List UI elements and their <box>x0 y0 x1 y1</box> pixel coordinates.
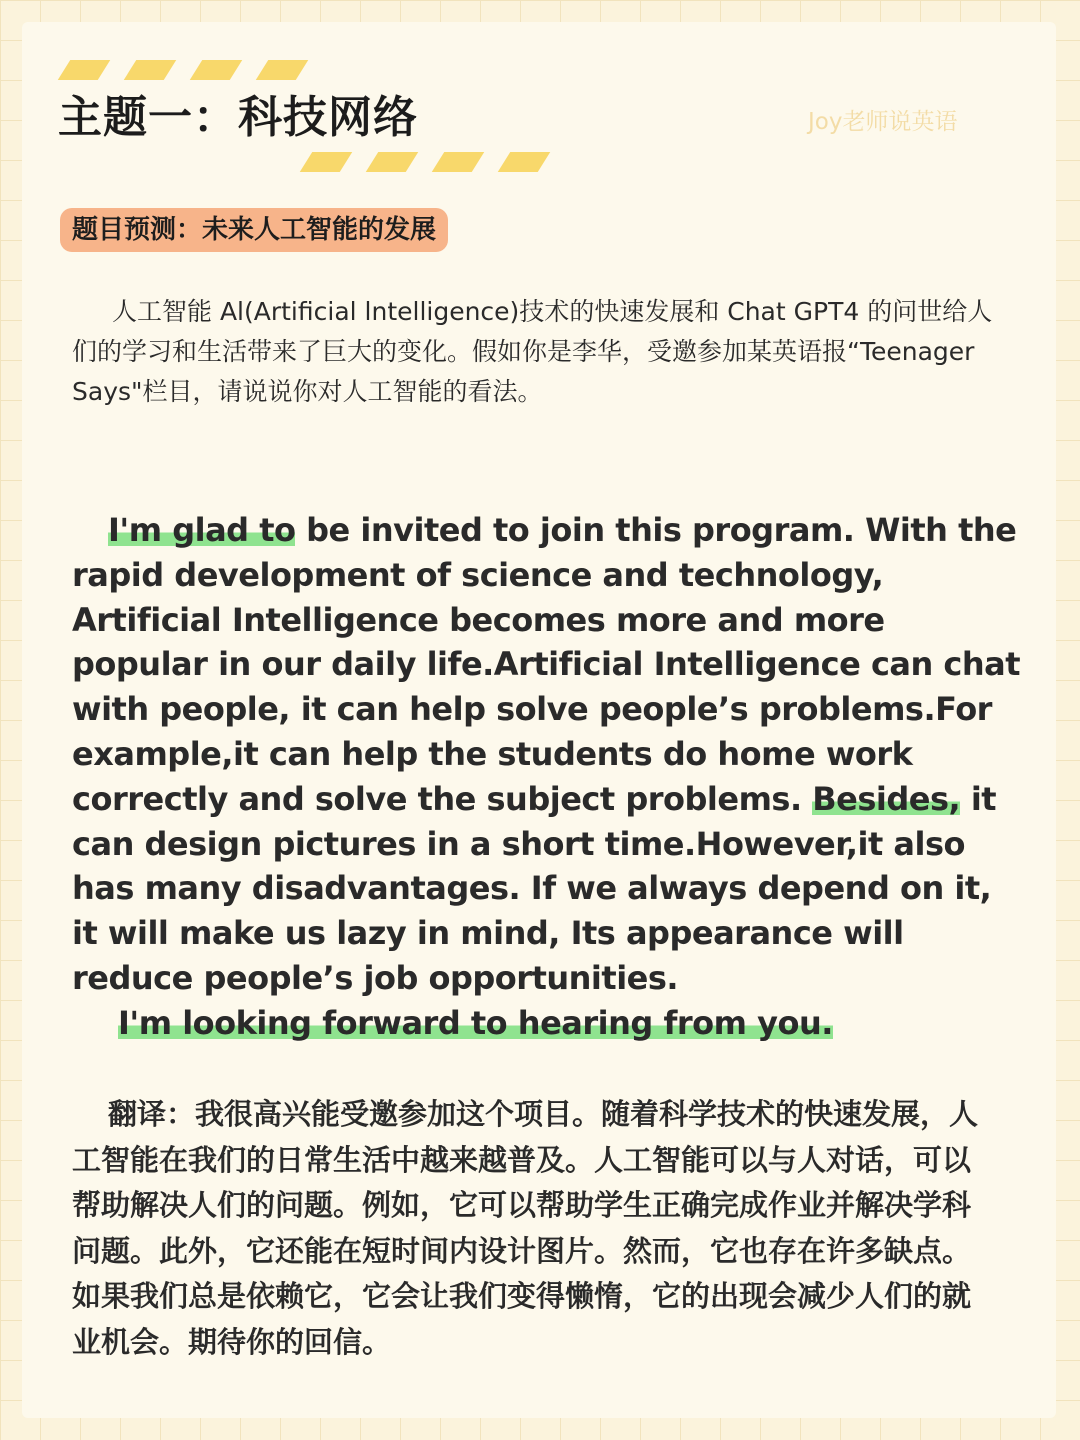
stripe <box>190 60 242 80</box>
prompt-text: 人工智能 Al(Artificial lntelligence)技术的快速发展和 Chat GPT4 的问世给人们的学习和生活带来了巨大的变化。假如你是李华，受邀参加某英语报“Teenager Says"栏目，请说说你对人工智能的看法。 <box>72 297 993 406</box>
closing-line <box>72 1001 1022 1046</box>
closing-highlight: I'm looking forward to hearing from you. <box>118 1003 833 1042</box>
essay-indent <box>72 511 108 549</box>
stripe <box>256 60 308 80</box>
essay-text <box>72 508 1022 1046</box>
stripe <box>300 152 352 172</box>
essay-body-part-1: be invited to join this program. With the rapid development of science and technology, Artificial Intelligence becomes more and more popular in our daily life.Artificial Intelligence can chat with people, it can help solve people’s problems.For example,it can help the students do home work correctly and solve the subject problems. <box>72 511 1021 818</box>
top-stripe-decoration <box>64 60 302 80</box>
opening-phrase-highlight: I'm glad to <box>108 511 296 549</box>
stripe <box>366 152 418 172</box>
stripe <box>58 60 110 80</box>
essay-body-part-2: it can design pictures in a short time.However,it also has many disadvantages. If we always depend on it, it will make us lazy in mind, Its appearance will reduce people’s job opportunities. <box>72 779 997 997</box>
stripe <box>124 60 176 80</box>
besides-highlight: Besides, <box>812 779 961 818</box>
page-title: 主题一：科技网络 <box>58 92 418 143</box>
stripe <box>498 152 550 172</box>
bottom-stripe-decoration <box>306 152 544 172</box>
translation-text: 翻译：我很高兴能受邀参加这个项目。随着科学技术的快速发展，人工智能在我们的日常生活中越来越普及。人工智能可以与人对话，可以帮助解决人们的问题。例如，它可以帮助学生正确完成作业并解决学科问题。此外，它还能在短时间内设计图片。然而，它也存在许多缺点。如果我们总是依赖它，它会让我们变得懒惰，它的出现会减少人们的就业机会。期待你的回信。 <box>72 1097 979 1359</box>
watermark: Joy老师说英语 <box>808 109 958 135</box>
topic-prediction-tag: 题目预测：未来人工智能的发展 <box>60 208 448 252</box>
stripe <box>432 152 484 172</box>
